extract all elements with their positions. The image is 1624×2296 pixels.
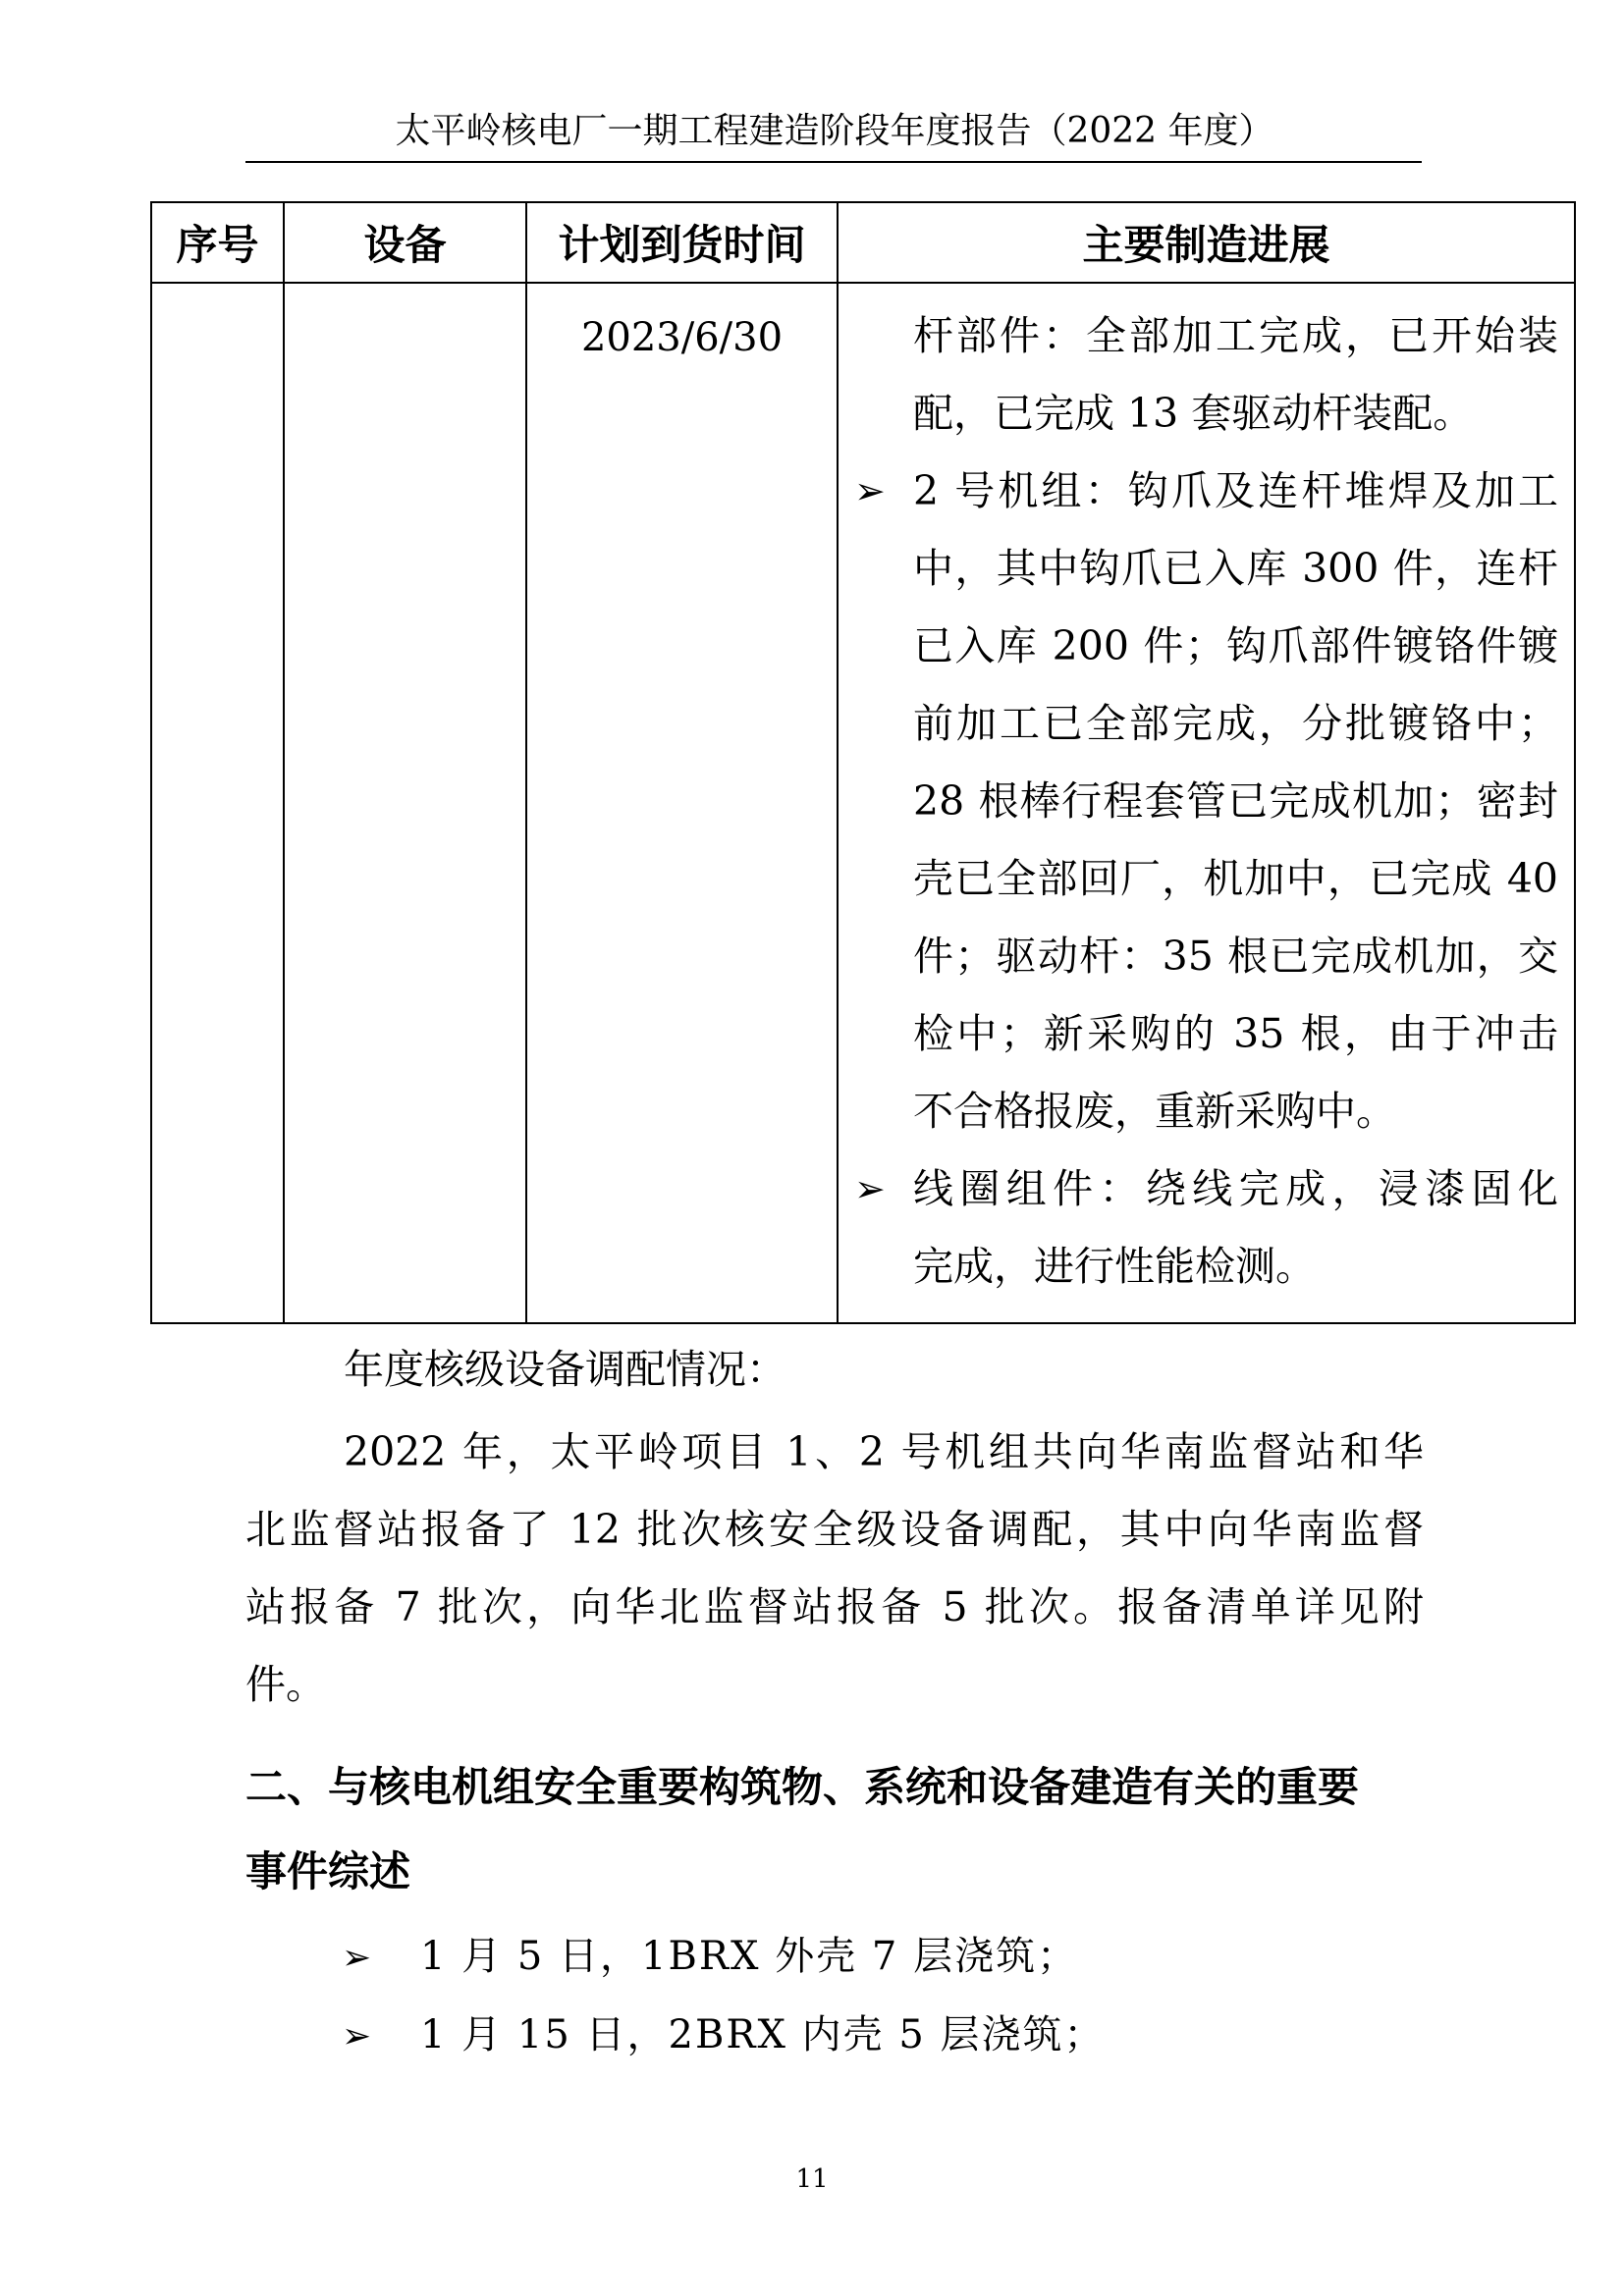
- cell-equipment: [284, 283, 526, 1323]
- paragraph-line: 站报备 7 批次，向华北监督站报备 5 批次。报备清单详见附: [245, 1583, 1424, 1630]
- progress-line: 中，其中钩爪已入库 300 件，连杆: [913, 545, 1558, 592]
- progress-line: 杆部件：全部加工完成，已开始装: [913, 312, 1558, 359]
- arrow-bullet-icon: ➢: [342, 1938, 374, 1978]
- progress-line: 28 根棒行程套管已完成机加；密封: [913, 777, 1558, 825]
- progress-line: 不合格报废，重新采购中。: [913, 1088, 1396, 1135]
- progress-line-text: 线圈组件：绕线完成，浸漆固化: [913, 1165, 1558, 1212]
- progress-line: 配，已完成 13 套驱动杆装配。: [913, 390, 1474, 437]
- section-heading-line: 事件综述: [245, 1847, 411, 1896]
- event-text: 1 月 15 日，2BRX 内壳 5 层浇筑；: [420, 2012, 1106, 2057]
- paragraph-line: 2022 年，太平岭项目 1、2 号机组共向华南监督站和华: [344, 1428, 1424, 1475]
- progress-line-text: 2 号机组：钩爪及连杆堆焊及加工: [913, 467, 1558, 514]
- event-item: [342, 1927, 1078, 1988]
- paragraph-line: 件。: [245, 1661, 326, 1708]
- arrow-bullet-icon: ➢: [342, 2016, 374, 2056]
- page-header-title: 太平岭核电厂一期工程建造阶段年度报告（2022 年度）: [395, 111, 1274, 151]
- event-item: [342, 2005, 1106, 2066]
- progress-line: 完成，进行性能检测。: [913, 1243, 1316, 1290]
- paragraph-line: 北监督站报备了 12 批次核安全级设备调配，其中向华南监督: [245, 1506, 1424, 1553]
- cell-progress: [838, 283, 1575, 1323]
- allocation-paragraph: [245, 1414, 1424, 1724]
- page-number: 11: [795, 2164, 829, 2194]
- cell-index: [151, 283, 284, 1323]
- progress-bullet-item: [852, 453, 1558, 530]
- arrow-bullet-icon: ➢: [854, 1167, 886, 1210]
- progress-line: 件；驱动杆：35 根已完成机加，交: [913, 933, 1558, 980]
- manufacturing-progress-table: [150, 201, 1576, 1324]
- progress-line: 已入库 200 件；钩爪部件镀铬件镀: [913, 622, 1558, 669]
- allocation-label: 年度核级设备调配情况：: [344, 1346, 786, 1393]
- event-text: 1 月 5 日，1BRX 外壳 7 层浇筑；: [420, 1934, 1079, 1979]
- header-index: 序号: [151, 202, 284, 283]
- arrow-bullet-icon: ➢: [854, 469, 886, 512]
- header-planned-date: 计划到货时间: [526, 202, 838, 283]
- table-row: [151, 283, 1575, 1323]
- progress-bullet-item: [852, 1150, 1558, 1228]
- table-header-row: [151, 202, 1575, 283]
- header-progress: 主要制造进展: [838, 202, 1575, 283]
- progress-line: 前加工已全部完成，分批镀铬中；: [913, 700, 1558, 747]
- header-divider: [245, 161, 1422, 163]
- progress-line: 检中；新采购的 35 根，由于冲击: [913, 1010, 1558, 1057]
- cell-planned-date: 2023/6/30: [526, 283, 838, 1323]
- progress-line: 壳已全部回厂，机加中，已完成 40: [913, 855, 1558, 902]
- section-heading-line: 二、与核电机组安全重要构筑物、系统和设备建造有关的重要: [245, 1763, 1360, 1811]
- section-heading: [245, 1745, 1424, 1914]
- header-equipment: 设备: [284, 202, 526, 283]
